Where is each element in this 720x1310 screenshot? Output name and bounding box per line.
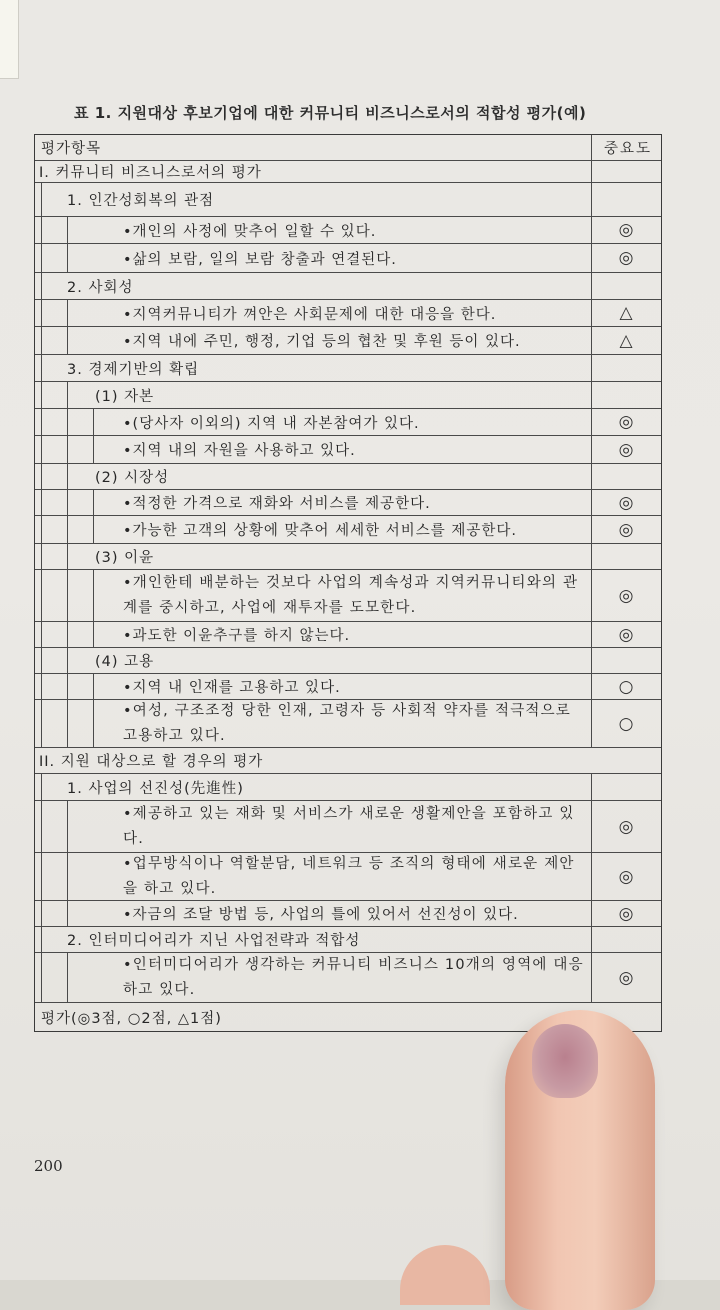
group-row [35, 927, 661, 953]
subgroup-title: (4) 고용 [95, 654, 155, 670]
criterion-text: •개인한테 배분하는 것보다 사업의 계속성과 지역커뮤니티와의 관계를 중시하고, 사업에 재투자를 도모한다. [123, 574, 579, 616]
group-title: 1. 사업의 선진성(先進性) [67, 780, 244, 797]
subgroup-title: (2) 시장성 [95, 470, 170, 486]
evaluation-table [34, 134, 662, 1032]
group-row [35, 774, 661, 801]
subgroup-row [35, 464, 661, 490]
criterion-text: •지역커뮤니티가 껴안은 사회문제에 대한 대응을 한다. [123, 306, 497, 323]
criterion-text: •지역 내의 자원을 사용하고 있다. [123, 443, 356, 459]
group-title: 2. 사회성 [67, 279, 134, 296]
criterion-row [35, 853, 661, 901]
importance-mark: ○ [618, 713, 634, 734]
section-row [35, 748, 661, 774]
criterion-text: •지역 내에 주민, 행정, 기업 등의 협찬 및 후원 등이 있다. [123, 334, 521, 350]
criterion-row [35, 217, 661, 244]
criterion-row [35, 436, 661, 464]
importance-mark: ○ [618, 676, 634, 697]
criterion-row [35, 490, 661, 516]
group-title: 2. 인터미디어리가 지닌 사업전략과 적합성 [67, 933, 361, 949]
subgroup-row [35, 648, 661, 674]
criterion-row [35, 674, 661, 700]
criterion-text: •적정한 가격으로 재화와 서비스를 제공한다. [123, 496, 431, 512]
criterion-text: •가능한 고객의 상황에 맞추어 세세한 서비스를 제공한다. [123, 523, 517, 539]
fingernail [532, 1024, 598, 1098]
table-caption: 표 1. 지원대상 후보기업에 대한 커뮤니티 비즈니스로서의 적합성 평가(예) [74, 104, 587, 122]
group-row [35, 183, 661, 217]
criterion-text: •자금의 조달 방법 등, 사업의 틀에 있어서 선진성이 있다. [123, 907, 519, 923]
importance-mark: △ [619, 330, 633, 351]
importance-mark: ◎ [618, 439, 634, 460]
importance-mark: ◎ [618, 903, 634, 924]
criterion-text: •여성, 구조조정 당한 인재, 고령자 등 사회적 약자를 적극적으로 고용하고 있다. [123, 702, 572, 744]
section-row [35, 161, 661, 183]
importance-mark: ◎ [618, 220, 634, 240]
subgroup-title: (1) 자본 [95, 388, 155, 405]
subgroup-row [35, 382, 661, 409]
group-row [35, 273, 661, 300]
importance-mark: ◎ [618, 519, 634, 540]
importance-mark: ◎ [618, 585, 634, 606]
importance-mark: △ [619, 303, 633, 323]
header-importance: 중요도 [603, 141, 653, 157]
criterion-text: •과도한 이윤추구를 하지 않는다. [123, 628, 351, 644]
finger-bottom [400, 1245, 490, 1305]
group-row [35, 355, 661, 382]
criterion-row [35, 953, 661, 1003]
criterion-text: •개인의 사정에 맞추어 일할 수 있다. [123, 223, 377, 240]
criterion-row [35, 409, 661, 436]
importance-mark: ◎ [618, 248, 634, 268]
section-title: I. 커뮤니티 비즈니스로서의 평가 [39, 165, 262, 181]
subgroup-title: (3) 이윤 [95, 550, 155, 566]
table-header-row [35, 135, 661, 161]
importance-mark: ◎ [618, 816, 634, 837]
criterion-row [35, 516, 661, 544]
importance-mark: ◎ [618, 624, 634, 645]
importance-mark: ◎ [618, 492, 634, 513]
paper-tab [0, 0, 19, 79]
importance-mark: ◎ [618, 866, 634, 887]
page-number: 200 [34, 1157, 63, 1175]
criterion-text: •제공하고 있는 재화 및 서비스가 새로운 생활제안을 포함하고 있다. [123, 805, 575, 847]
criterion-row [35, 801, 661, 853]
criterion-row [35, 570, 661, 622]
group-title: 3. 경제기반의 확립 [67, 361, 200, 378]
importance-mark: ◎ [618, 412, 634, 432]
criterion-text: •삶의 보람, 일의 보람 창출과 연결된다. [123, 251, 397, 268]
scoring-legend: 평가(◎3점, ○2점, △1점) [41, 1010, 222, 1027]
criterion-row [35, 244, 661, 273]
criterion-row [35, 901, 661, 927]
criterion-row [35, 622, 661, 648]
criterion-text: •지역 내 인재를 고용하고 있다. [123, 680, 341, 696]
importance-mark: ◎ [618, 967, 634, 988]
subgroup-row [35, 544, 661, 570]
section-title: II. 지원 대상으로 할 경우의 평가 [39, 754, 264, 770]
criterion-row [35, 700, 661, 748]
criterion-row [35, 327, 661, 355]
criterion-text: •(당사자 이외의) 지역 내 자본참여가 있다. [123, 415, 420, 432]
criterion-text: •인터미디어리가 생각하는 커뮤니티 비즈니스 10개의 영역에 대응하고 있다. [123, 956, 584, 998]
criterion-text: •업무방식이나 역할분담, 네트워크 등 조직의 형태에 새로운 제안을 하고 있다. [123, 855, 575, 897]
criterion-row [35, 300, 661, 327]
header-item: 평가항목 [41, 141, 102, 157]
group-title: 1. 인간성회복의 관점 [67, 193, 215, 209]
